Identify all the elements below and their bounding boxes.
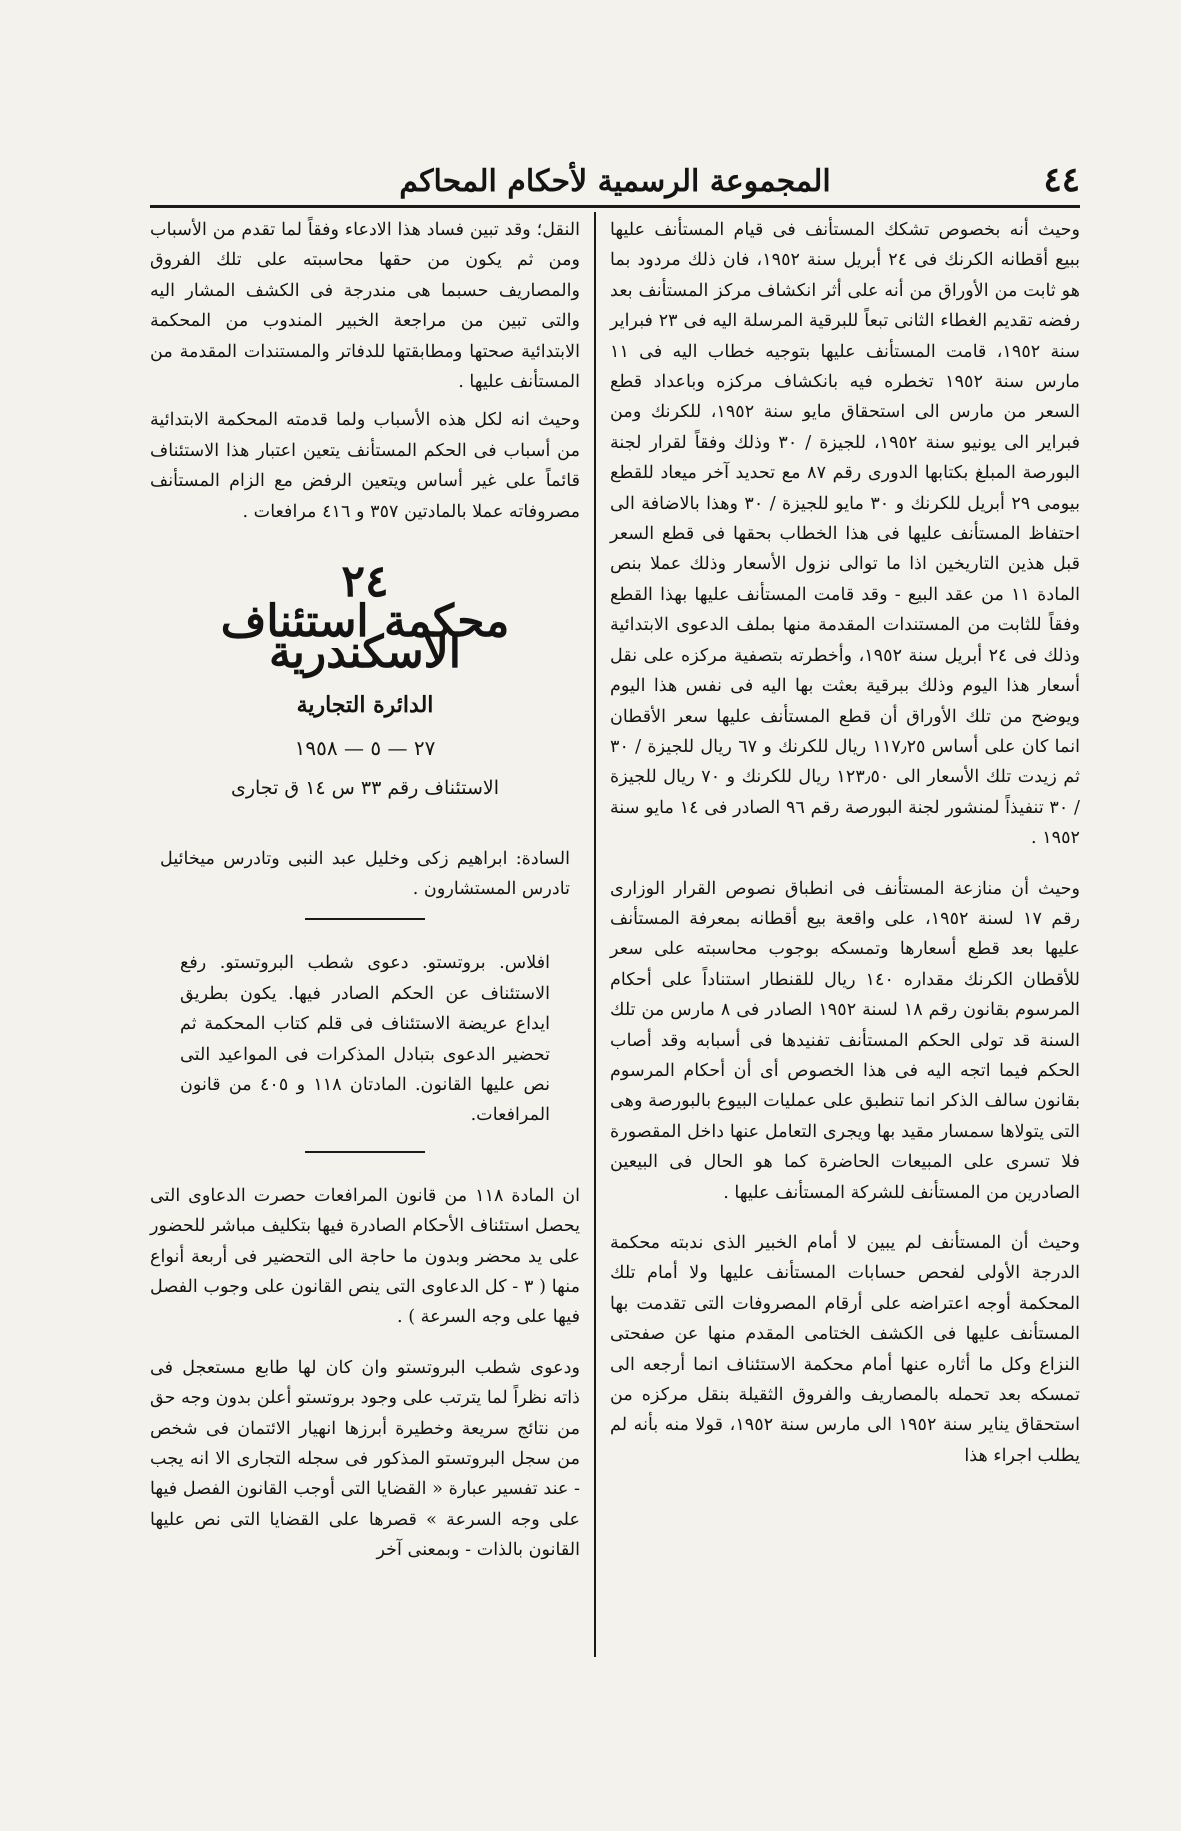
paragraph: وحيث أن منازعة المستأنف فى انطباق نصوص القرار الوزارى رقم ١٧ لسنة ١٩٥٢، على واقعة بيع أقطانه بمعرفة المستأنف عليها بعد قطع أسعارها وتمسكه بوجوب محاسبته على سعر للأقطان الكرنك مقداره ١٤٠ ريال للقنطار استناداً على أحكام المرسوم بقانون رقم ١٨ لسنة ١٩٥٢ الصادر فى ٨ مارس من تلك السنة قد تولى الحكم المستأنف تفنيدها فى أسبابه وقد أصاب الحكم فيما اتجه اليه فى هذا الخصوص أى أن أحكام المرسوم بقانون سالف الذكر انما تنطبق على عمليات البيوع بالبورصة وهى التى يتولاها سمسار مقيد بها ويجرى التعامل عنها داخل المقصورة فلا تسرى على المبيعات الحاضرة كما هو الحال فى البيعين الصادرين من المستأنف للشركة المستأنف عليها . xyxy=(610,878,1081,1203)
column-divider xyxy=(594,212,596,1657)
paragraph: النقل؛ وقد تبين فساد هذا الادعاء وفقاً لما تقدم من الأسباب ومن ثم يكون من حقها محاسبته على تلك الفروق والمصاريف حسبما هى مندرجة فى الكشف المشار اليه والتى تبين من مراجعة الخبير المندوب من المحكمة الابتدائية صحتها ومطابقتها للدفاتر والمستندات المقدمة من المستأنف عليها . xyxy=(150,220,580,393)
chamber-name: الدائرة التجارية xyxy=(296,692,434,719)
page-header xyxy=(150,150,1080,210)
appeal-reference: الاستئناف رقم ٣٣ س ١٤ ق تجارى xyxy=(230,777,500,800)
running-title: المجموعة الرسمية لأحكام المحاكم xyxy=(399,164,831,199)
page-number: ٤٤ xyxy=(1043,160,1080,200)
court-name: محكمة استئناف الاسكندرية xyxy=(220,596,510,678)
separator xyxy=(305,918,425,920)
right-column xyxy=(610,215,1080,1491)
paragraph: وحيث أنه بخصوص تشكك المستأنف فى قيام المستأنف عليها ببيع أقطانه الكرنك فى ٢٤ أبريل سنة ١٩٥٢، فان ذلك مردود بما هو ثابت من الأوراق من أنه على أثر انكشاف مركز المستأنف بعد رفضه تقديم الغطاء الثانى تبعاً للبرقية المرسلة اليه فى ٢٣ فبراير سنة ١٩٥٢، قامت المستأنف عليها بتوجيه خطاب اليه فى ١١ مارس سنة ١٩٥٢ تخطره فيه بانكشاف مركزه وباعداد قطع السعر من مارس الى استحقاق مايو سنة ١٩٥٢، للكرنك ومن فبراير الى يونيو سنة ١٩٥٢، للجيزة / ٣٠ وذلك وفقاً لقرار لجنة البورصة المبلغ بكتابها الدورى رقم ٨٧ مع تحديد آخر ميعاد للقطع بيومى ٢٩ أبريل للكرنك و ٣٠ مايو للجيزة / ٣٠ وهذا بالاضافة الى احتفاظ المستأنف عليها فى هذا الخطاب بحقها فى قطع السعر قبل هذين التاريخين اذا ما توالى نزول الأسعار وذلك عملا بنص المادة ١١ من عقد البيع - وقد قامت المستأنف عليها بهذا القطع وفقاً للثابت من المستندات المقدمة منها بملف الدعوى الابتدائية وذلك فى ٢٤ أبريل سنة ١٩٥٢، وأخطرته بتصفية مركزه على نقل أسعار هذا اليوم وذلك ببرقية بعثت بها اليه فى نفس هذا اليوم ويوضح من تلك الأوراق أن قطع المستأنف عليها سعر الأقطان انما كان على أساس ١١٧٫٢٥ ريال للكرنك و ٦٧ ريال للجيزة / ٣٠ ثم زيدت تلك الأسعار الى ١٢٣٫٥٠ ريال للكرنك و ٧٠ ريال للجيزة / ٣٠ تنفيذاً لمنشور لجنة البورصة رقم ٩٦ الصادر فى ١٤ مايو سنة ١٩٥٢ . xyxy=(610,220,1081,849)
header-rule xyxy=(150,205,1080,208)
paragraph: ان المادة ١١٨ من قانون المرافعات حصرت الدعاوى التى يحصل استئناف الأحكام الصادرة فيها بتكليف مباشر للحضور على يد محضر وبدون ما حاجة الى التحضير فى أربعة أنواع منها ( ٣ - كل الدعاوى التى ينص القانون على وجوب الفصل فيها على وجه السرعة ) . xyxy=(150,1185,580,1328)
separator xyxy=(305,1151,425,1153)
case-number: ٢٤ xyxy=(341,556,389,608)
left-column xyxy=(150,215,580,1586)
paragraph: ودعوى شطب البروتستو وان كان لها طابع مستعجل فى ذاته نظراً لما يترتب على وجود بروتستو أعلن بدون وجه حق من نتائج سريعة وخطيرة أبرزها انهيار الائتمان فى شخص من سجل البروتستو المذكور فى سجله التجارى الا انه يجب - عند تفسير عبارة « القضايا التى أوجب القانون الفصل فيها على وجه السرعة » قصرها على القضايا التى نص عليها القانون بالذات - وبمعنى آخر xyxy=(150,1357,580,1561)
paragraph: وحيث انه لكل هذه الأسباب ولما قدمته المحكمة الابتدائية من أسباب فى الحكم المستأنف يتعين اعتبار هذا الاستئناف قائماً على غير أساس ويتعين الرفض مع الزام المستأنف مصروفاته عملا بالمادتين ٣٥٧ و ٤١٦ مرافعات . xyxy=(150,410,580,522)
judges-line: السادة: ابراهيم زكى وخليل عبد النبى وتادرس ميخائيل تادرس المستشارون . xyxy=(160,848,570,899)
judgment-date: ٢٧ — ٥ — ١٩٥٨ xyxy=(294,735,436,760)
case-summary: افلاس. بروتستو. دعوى شطب البروتستو. رفع الاستئناف عن الحكم الصادر فيها. يكون بطريق ايداع عريضة الاستئناف فى قلم كتاب المحكمة ثم تحضير الدعوى بتبادل المذكرات فى المواعيد التى نص عليها القانون. المادتان ١١٨ و ٤٠٥ من قانون المرافعات. xyxy=(180,953,550,1126)
paragraph: وحيث أن المستأنف لم يبين لا أمام الخبير الذى ندبته محكمة الدرجة الأولى لفحص حسابات المستأنف عليها ولا أمام تلك المحكمة أوجه اعتراضه على أرقام المصروفات التى تقدمت بها المستأنف عليها فى الكشف الختامى المقدم منها عن صفحتى النزاع وكل ما أثاره عنها أمام محكمة الاستئناف انما أرجعه الى تمسكه بعد تحمله بالمصاريف والفروق الثقيلة بنقل مركزه من استحقاق يناير سنة ١٩٥٢ الى مارس سنة ١٩٥٢، قولا منه بأنه لم يطلب اجراء هذا xyxy=(610,1233,1081,1466)
